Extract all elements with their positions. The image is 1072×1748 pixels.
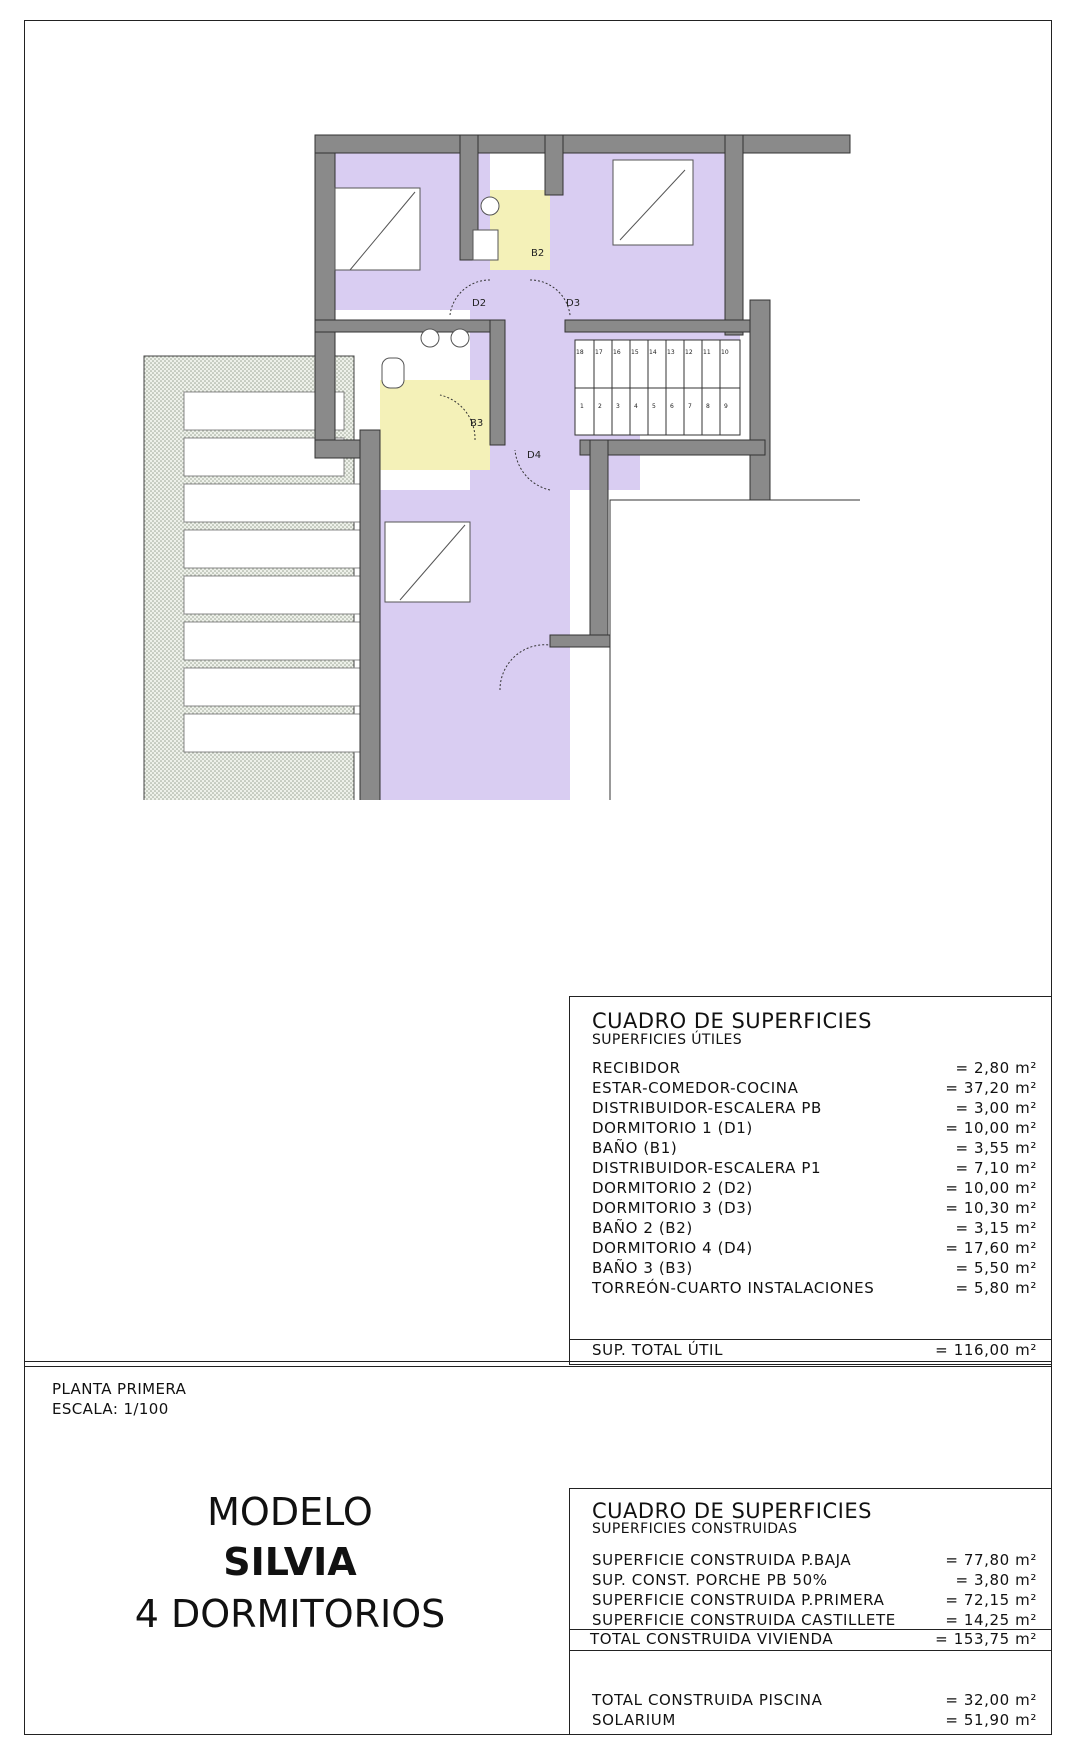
svg-text:12: 12 bbox=[685, 349, 693, 356]
svg-text:17: 17 bbox=[595, 349, 603, 356]
table-row: SOLARIUM = 51,90 m² bbox=[592, 1711, 1037, 1729]
svg-text:5: 5 bbox=[652, 403, 656, 410]
svg-text:1: 1 bbox=[580, 403, 584, 410]
sheet-divider-inner bbox=[25, 1366, 1051, 1367]
table-row: ESTAR-COMEDOR-COCINA = 37,20 m² bbox=[592, 1079, 1037, 1097]
svg-text:8: 8 bbox=[706, 403, 710, 410]
total-row: TOTAL CONSTRUIDA VIVIENDA = 153,75 m² bbox=[590, 1630, 1037, 1648]
svg-text:4: 4 bbox=[634, 403, 638, 410]
useful-surfaces-table bbox=[569, 996, 1052, 1365]
svg-text:9: 9 bbox=[724, 403, 728, 410]
total-divider bbox=[570, 1339, 1051, 1340]
table-row: BAÑO (B1) = 3,55 m² bbox=[592, 1139, 1037, 1157]
built-table-title: CUADRO DE SUPERFICIES bbox=[592, 1499, 872, 1523]
svg-text:18: 18 bbox=[576, 349, 584, 356]
terrace bbox=[144, 356, 374, 800]
table-row: SUPERFICIE CONSTRUIDA P.PRIMERA = 72,15 m² bbox=[592, 1591, 1037, 1609]
table-row: DORMITORIO 2 (D2) = 10,00 m² bbox=[592, 1179, 1037, 1197]
model-name: SILVIA bbox=[223, 1540, 357, 1584]
total-row: SUP. TOTAL ÚTIL = 116,00 m² bbox=[592, 1341, 1037, 1359]
table-row: SUPERFICIE CONSTRUIDA P.BAJA = 77,80 m² bbox=[592, 1551, 1037, 1569]
floor-name: PLANTA PRIMERA bbox=[52, 1380, 187, 1398]
table-row: TOTAL CONSTRUIDA PISCINA = 32,00 m² bbox=[592, 1691, 1037, 1709]
table-row: DORMITORIO 3 (D3) = 10,30 m² bbox=[592, 1199, 1037, 1217]
table-row: SUP. CONST. PORCHE PB 50% = 3,80 m² bbox=[592, 1571, 1037, 1589]
plan-scale: ESCALA: 1/100 bbox=[52, 1400, 169, 1418]
svg-text:10: 10 bbox=[721, 349, 729, 356]
table-row: SUPERFICIE CONSTRUIDA CASTILLETE = 14,25 m² bbox=[592, 1611, 1037, 1629]
svg-text:7: 7 bbox=[688, 403, 692, 410]
label-b3: B3 bbox=[470, 418, 484, 429]
svg-text:6: 6 bbox=[670, 403, 674, 410]
svg-text:14: 14 bbox=[649, 349, 657, 356]
model-heading: MODELO bbox=[207, 1490, 373, 1534]
useful-table-subtitle: SUPERFICIES ÚTILES bbox=[592, 1032, 743, 1048]
built-surfaces-table bbox=[569, 1488, 1052, 1735]
model-bedrooms: 4 DORMITORIOS bbox=[134, 1592, 446, 1636]
label-d3: D3 bbox=[566, 298, 581, 309]
stair-numbers-upper bbox=[576, 349, 729, 356]
svg-text:13: 13 bbox=[667, 349, 675, 356]
svg-text:16: 16 bbox=[613, 349, 621, 356]
table-row: DORMITORIO 1 (D1) = 10,00 m² bbox=[592, 1119, 1037, 1137]
svg-text:3: 3 bbox=[616, 403, 620, 410]
table-row: DISTRIBUIDOR-ESCALERA PB = 3,00 m² bbox=[592, 1099, 1037, 1117]
label-b2: B2 bbox=[531, 248, 545, 259]
table-row: RECIBIDOR = 2,80 m² bbox=[592, 1059, 1037, 1077]
built-table-subtitle: SUPERFICIES CONSTRUIDAS bbox=[592, 1521, 798, 1537]
table-row: BAÑO 2 (B2) = 3,15 m² bbox=[592, 1219, 1037, 1237]
table-row: TORREÓN-CUARTO INSTALACIONES = 5,80 m² bbox=[592, 1279, 1037, 1297]
label-d4: D4 bbox=[527, 450, 542, 461]
svg-text:2: 2 bbox=[598, 403, 602, 410]
floor-plan bbox=[130, 130, 860, 800]
table-row: DORMITORIO 4 (D4) = 17,60 m² bbox=[592, 1239, 1037, 1257]
table-row: BAÑO 3 (B3) = 5,50 m² bbox=[592, 1259, 1037, 1277]
label-d2: D2 bbox=[472, 298, 487, 309]
table-row: DISTRIBUIDOR-ESCALERA P1 = 7,10 m² bbox=[592, 1159, 1037, 1177]
svg-text:11: 11 bbox=[703, 349, 711, 356]
total-divider-bottom bbox=[570, 1650, 1051, 1651]
roof-terrace bbox=[610, 500, 860, 800]
useful-table-title: CUADRO DE SUPERFICIES bbox=[592, 1009, 872, 1033]
svg-text:15: 15 bbox=[631, 349, 639, 356]
